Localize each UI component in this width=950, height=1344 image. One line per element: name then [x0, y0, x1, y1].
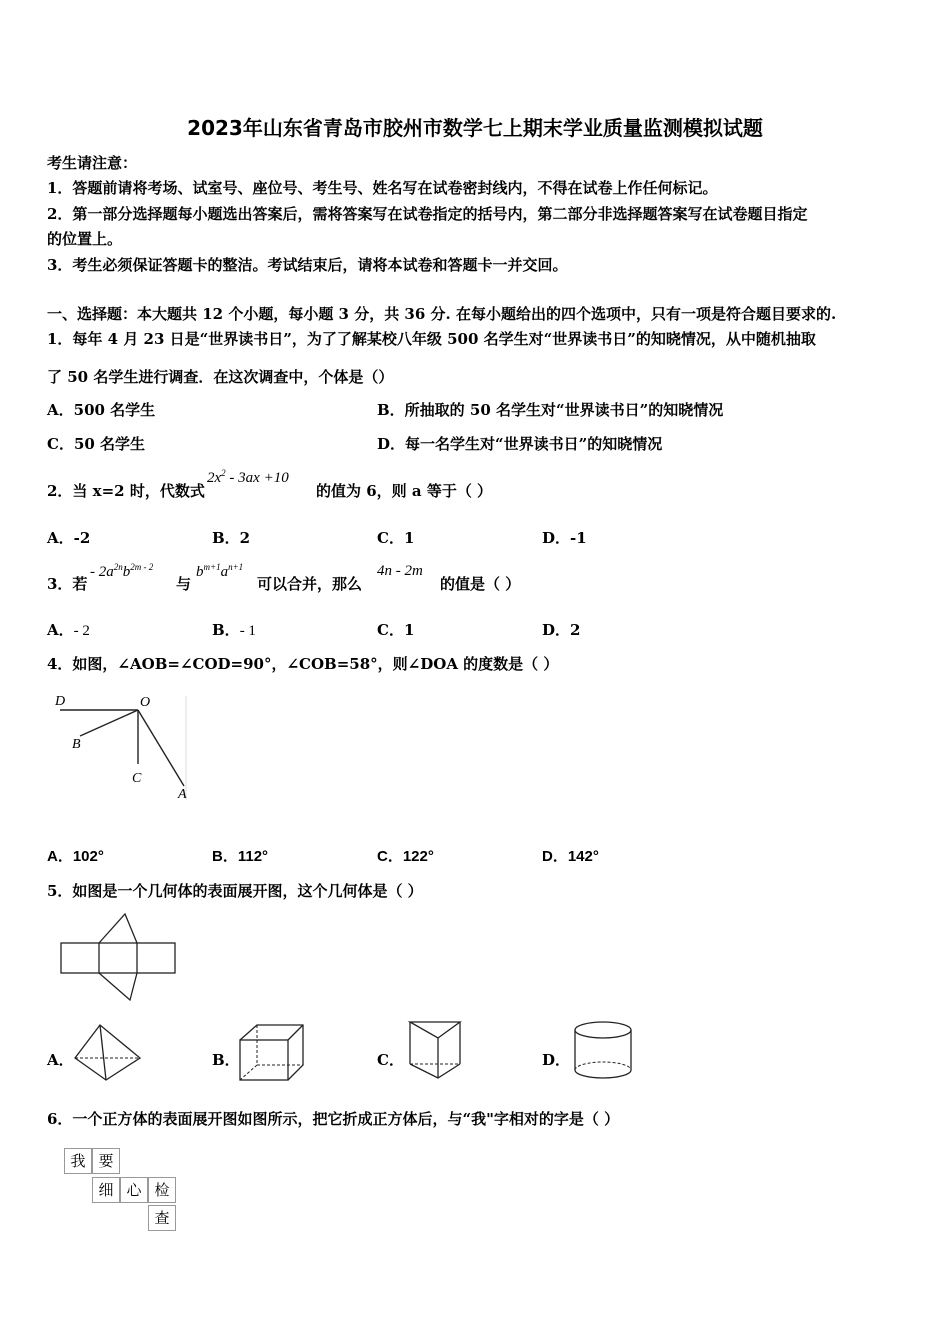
cylinder-top	[575, 1022, 631, 1038]
q1-option-a: A．500 名学生	[47, 401, 156, 419]
net-cell-xin: 心	[120, 1177, 148, 1203]
section-heading: 一、选择题：本大题共 12 个小题，每小题 3 分，共 36 分. 在每小题给出的四个选项中，只有一项是符合题目要求的.	[47, 305, 837, 323]
q1-option-c: C．50 名学生	[47, 435, 146, 453]
cylinder-bottom-back	[575, 1062, 631, 1070]
notice-item-1: 1．答题前请将考场、试室号、座位号、考生号、姓名写在试卷密封线内，不得在试卷上作任何标记。	[47, 179, 718, 197]
q1-stem-line2: 了 50 名学生进行调查．在这次调查中，个体是（）	[47, 368, 394, 386]
net-cell-xi: 细	[92, 1177, 120, 1203]
q5-option-c-label: C．	[377, 1051, 404, 1069]
q3-option-d: D．2	[542, 621, 581, 639]
q1-option-b: B．所抽取的 50 名学生对“世界读书日”的知晓情况	[377, 401, 724, 419]
q5-option-b-cube	[235, 1022, 310, 1084]
q3-option-a: A．- 2	[47, 621, 90, 639]
net-triangle-bottom	[99, 973, 137, 1000]
q4-stem: 4．如图，∠AOB=∠COD=90°，∠COB=58°，则∠DOA 的度数是（ ）	[47, 655, 559, 673]
notice-heading: 考生请注意：	[47, 154, 138, 172]
label-o: O	[140, 695, 151, 710]
net-cell-yao: 要	[92, 1148, 120, 1174]
net-cell-jian: 检	[148, 1177, 176, 1203]
q3-stem-post: 的值是（ ）	[440, 575, 521, 593]
q3-option-c: C．1	[377, 621, 415, 639]
q4-option-b: B．112°	[212, 848, 269, 865]
net-cell-cha: 查	[148, 1205, 176, 1231]
ray-oa	[138, 710, 184, 786]
net-cell-wo: 我	[64, 1148, 92, 1174]
q2-stem-pre: 2．当 x=2 时，代数式	[47, 482, 205, 500]
q5-option-d-label: D．	[542, 1051, 571, 1069]
q5-net-figure	[55, 910, 185, 1005]
pyramid-edge	[100, 1025, 106, 1080]
net-triangle-top	[99, 914, 137, 943]
q5-option-a-label: A．	[47, 1051, 74, 1069]
net-strip	[61, 943, 175, 973]
prism-top	[410, 1022, 460, 1038]
label-b: B	[72, 737, 81, 752]
q5-option-b-label: B．	[212, 1051, 240, 1069]
q2-option-a: A．-2	[47, 529, 91, 547]
q5-stem: 5．如图是一个几何体的表面展开图，这个几何体是（ ）	[47, 882, 423, 900]
q3-stem-pre: 3．若	[47, 575, 88, 593]
q2-option-c: C．1	[377, 529, 415, 547]
notice-item-2: 2．第一部分选择题每小题选出答案后，需将答案写在试卷指定的括号内，第二部分非选择题答案写在试卷题目指定	[47, 205, 808, 223]
cube-front	[240, 1040, 288, 1080]
q3-option-b: B．- 1	[212, 621, 256, 639]
label-a: A	[178, 787, 187, 802]
ray-ob	[80, 710, 138, 736]
q3-stem-mid: 与	[176, 575, 192, 593]
q1-stem-line1: 1．每年 4 月 23 日是“世界读书日”，为了了解某校八年级 500 名学生对“世界读书日”的知晓情况，从中随机抽取	[47, 330, 816, 348]
q3-stem-mid2: 可以合并，那么	[257, 575, 363, 593]
q2-option-b: B．2	[212, 529, 251, 547]
label-c: C	[132, 771, 142, 786]
q4-option-c: C．122°	[377, 848, 434, 865]
notice-item-2-cont: 的位置上。	[47, 230, 123, 248]
pyramid-outline	[75, 1025, 140, 1080]
prism-bottom	[410, 1064, 460, 1078]
label-d: D	[55, 694, 66, 709]
cube-hidden-diag	[240, 1065, 257, 1080]
q4-option-a: A．102°	[47, 848, 104, 865]
notice-item-3: 3．考生必须保证答题卡的整洁。考试结束后，请将本试卷和答题卡一并交回。	[47, 256, 568, 274]
cylinder-bottom-front	[575, 1070, 631, 1078]
q1-option-d: D．每一名学生对“世界读书日”的知晓情况	[377, 435, 663, 453]
q4-angle-figure	[50, 688, 195, 806]
q6-stem: 6．一个正方体的表面展开图如图所示，把它折成正方体后，与“我"字相对的字是（ ）	[47, 1110, 620, 1128]
q3-term-2: $b^{m+1}a^{n+1}$	[196, 562, 244, 580]
q5-option-a-pyramid	[70, 1022, 145, 1084]
q5-option-d-cylinder	[570, 1018, 636, 1084]
q5-option-c-prism	[405, 1018, 465, 1082]
cube-edge	[288, 1025, 303, 1040]
q3-term-3: 4n - 2m	[377, 563, 423, 579]
q4-option-d: D．142°	[542, 848, 599, 865]
q2-stem-post: 的值为 6，则 a 等于（ ）	[316, 482, 493, 500]
q2-expression: $2x^2 - 3ax +10$	[207, 468, 289, 486]
page-title: 2023年山东省青岛市胶州市数学七上期末学业质量监测模拟试题	[187, 116, 763, 140]
q2-option-d: D．-1	[542, 529, 587, 547]
q3-term-1: - $2a^{2n}b^{2m - 2}$	[90, 562, 154, 580]
